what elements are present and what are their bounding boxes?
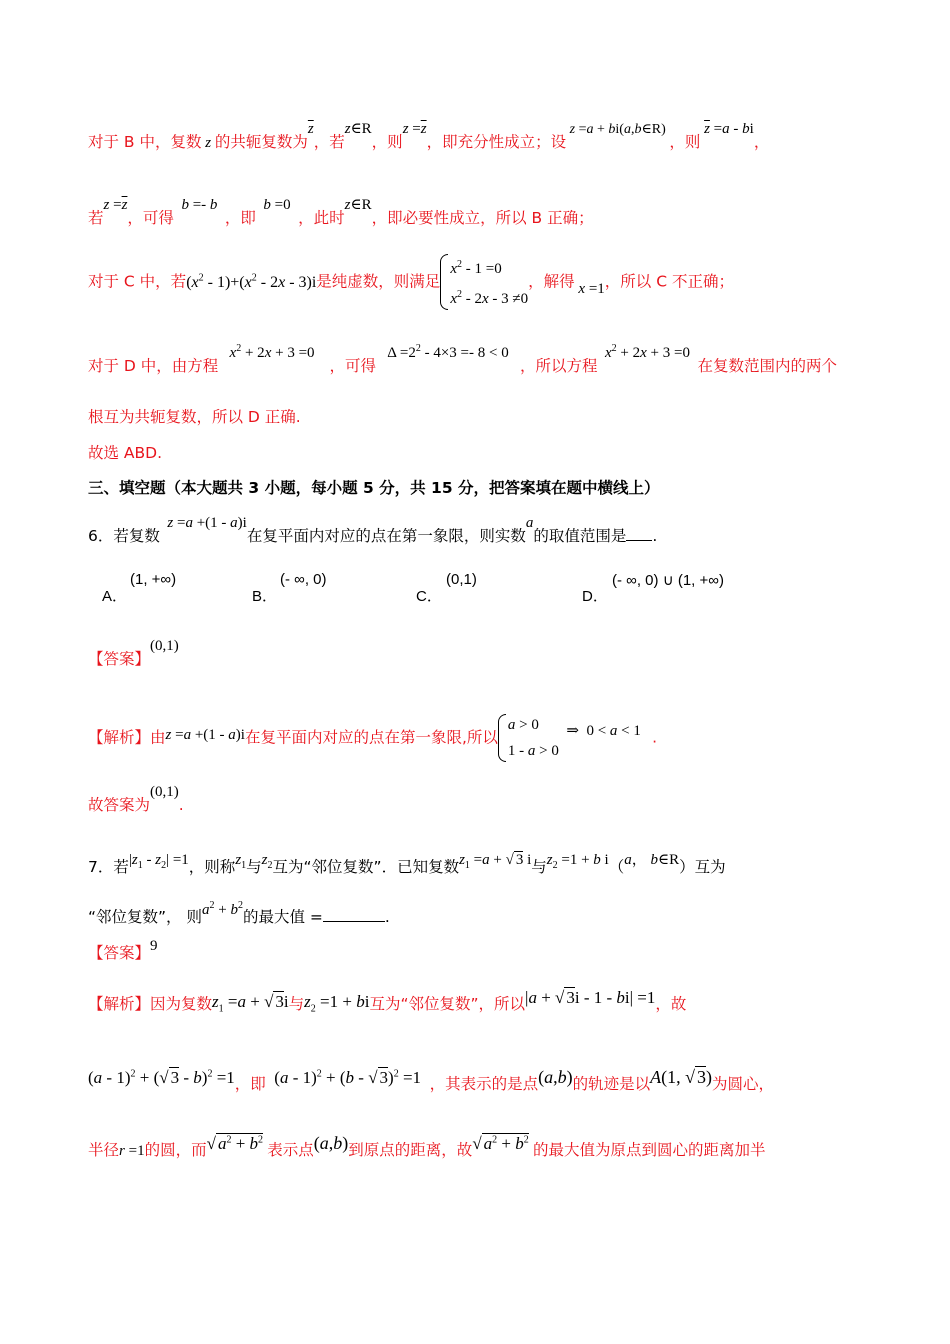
text: 对于 B 中，复数 xyxy=(88,133,202,151)
text: 的取值范围是 xyxy=(533,527,627,545)
inequality-system: a > 0 1 - a > 0 xyxy=(498,712,559,764)
option-label: B． xyxy=(252,588,278,605)
text: 是纯虚数，则满足 xyxy=(316,272,441,291)
text: 在复平面内对应的点在第一象限,所以 xyxy=(244,728,498,747)
analysis-tag: 【解析】 xyxy=(88,995,151,1013)
text: 故选 ABD. xyxy=(88,444,163,462)
answer-tag: 【答案】 xyxy=(88,650,151,668)
equation-system: $x^2 - 1 =0$ $x^2 - 2x - 3 \ne 0$ xyxy=(440,252,528,312)
q6-option-a-value: (1, +∞) xyxy=(130,571,177,588)
text: 的轨迹是以 xyxy=(572,1075,651,1093)
text: 为圆心， xyxy=(711,1075,774,1093)
q6-option-d-value: (- ∞, 0) ∪ (1, +∞) xyxy=(612,572,724,589)
text: ， xyxy=(753,133,770,151)
text: ，若 xyxy=(313,133,345,151)
text: . xyxy=(652,728,658,747)
text: ，此时 xyxy=(298,209,345,227)
q7-stem-line1: 7．若$|z_1 - z_2| =1$，则称$z_1$与$z_2$互为“邻位复数”．已知复数$z_1 =a$ + √ 3 i与$z_2 =1 + b$ i（a， b∈R）互为 xyxy=(88,852,726,876)
option-label: D． xyxy=(582,588,608,605)
text: 三、填空题（本大题共 3 小题，每小题 5 分，共 15 分，把答案填在题中横线上） xyxy=(88,479,660,497)
d-section-line2 xyxy=(88,405,301,427)
q6-option-a xyxy=(102,585,127,606)
q7-analysis-line3: 半径r =1的圆，而√ $a^2 + b^2$ 表示点(a,b)到原点的距离，故√ $a^2 + b^2$ 的最大值为原点到圆心的距离加半 xyxy=(88,1133,766,1159)
q7-analysis-line2: (a - 1)$^2$ + (√ 3 - b)$^2$ =1，即 (a - 1)$^2$ + (b - √ 3)$^2$ =1 ，其表示的是点(a,b)的轨迹是以A(1, √ 3)为圆心， xyxy=(88,1067,774,1093)
text: （ xyxy=(608,858,625,876)
text: 的共轭复数为 xyxy=(214,133,308,151)
text: 对于 C 中，若 xyxy=(88,272,187,291)
text: 互为“邻位复数”，所以 xyxy=(369,995,526,1013)
text: 与 xyxy=(531,858,547,876)
text: ，即必要性成立，所以 B 正确； xyxy=(371,209,594,227)
answer-blank xyxy=(323,907,385,922)
text: 在复数范围内的两个 xyxy=(697,357,837,375)
text: ，解得 xyxy=(528,272,575,291)
answer-value: (0,1) xyxy=(150,784,179,800)
section-header xyxy=(88,476,660,498)
text: ，则称 xyxy=(188,858,236,876)
q6-analysis: 【解析】由z =a +(1 - a)i在复平面内对应的点在第一象限,所以 a > 0 1 - a > 0 ⇒ 0 < a < 1 . xyxy=(88,712,657,764)
text: ，即 xyxy=(234,1075,266,1093)
answer-value: (0,1) xyxy=(150,638,179,654)
text: . xyxy=(178,796,184,814)
text: ，故 xyxy=(655,995,687,1013)
q6-stem: 6．若复数 z =a +(1 - a)i在复平面内对应的点在第一象限，则实数a的取值范围是 . xyxy=(88,515,658,545)
b-section-line2: 若$z =\overline{z}$，可得 b =- b ，即 b =0 ，此时z∈R，即必要性成立，所以 B 正确； xyxy=(88,197,594,227)
text: 7．若 xyxy=(88,858,129,876)
text: 根互为共轭复数，所以 D 正确. xyxy=(88,408,301,426)
text: ，所以 C 不正确； xyxy=(604,272,734,291)
text: ，即 xyxy=(224,209,256,227)
text: 6．若复数 xyxy=(88,527,160,545)
text: 因为复数 xyxy=(150,995,213,1013)
answer-value: 9 xyxy=(150,938,158,954)
text: ，其表示的是点 xyxy=(429,1075,539,1093)
text: 与 xyxy=(288,995,305,1013)
text: ，可得 xyxy=(329,357,377,375)
option-label: C． xyxy=(416,588,442,605)
q6-option-d xyxy=(582,585,608,606)
text: 对于 D 中，由方程 xyxy=(88,357,219,375)
q7-stem-line2: “邻位复数”， 则$a^2 + b^2$的最大值 = . xyxy=(88,900,390,926)
text: 半径 xyxy=(88,1141,120,1159)
analysis-tag: 【解析】 xyxy=(88,728,151,747)
text: ，则 xyxy=(371,133,403,151)
text: . xyxy=(384,908,390,926)
text: 的最大值 = xyxy=(242,908,323,926)
text: ，则 xyxy=(669,133,701,151)
q6-option-b-value: (- ∞, 0) xyxy=(280,571,327,588)
text: 互为“邻位复数”．已知复数 xyxy=(272,858,460,876)
text: 表示点 xyxy=(267,1141,314,1159)
text: ，即充分性成立；设 xyxy=(426,133,567,151)
answer-tag: 【答案】 xyxy=(88,944,151,962)
d-section-line1: 对于 D 中，由方程 $x^2 + 2x + 3 =0$ ，可得 $\Delta =2^2 - 4\times 3 =- 8 < 0$ ，所以方程 $x^2 + 2x + 3 =0$ 在复数范围内的两个 xyxy=(88,343,837,375)
text: 在复平面内对应的点在第一象限，则实数 xyxy=(246,527,526,545)
text: ，可得 xyxy=(127,209,174,227)
text: 若 xyxy=(88,209,104,227)
text: “邻位复数”， 则 xyxy=(88,908,202,926)
text: 的圆，而 xyxy=(144,1141,207,1159)
q7-answer xyxy=(88,938,158,963)
q6-answer xyxy=(88,638,179,669)
text: 的最大值为原点到圆心的距离加半 xyxy=(533,1141,766,1159)
c-section: 对于 C 中，若$(x^2 - 1)+(x^2 - 2x - 3)i$是纯虚数，则满足 $x^2 - 1 =0$ $x^2 - 2x - 3 \ne 0$ ，解得 x =1，所以 C 不正确； xyxy=(88,252,734,312)
text: 与 xyxy=(246,858,262,876)
q6-conclusion xyxy=(88,784,184,815)
b-section-line1: 对于 B 中，复数 z 的共轭复数为$\overline{z}$，若z∈R，则$z =\overline{z}$，即充分性成立；设 z =a + bi(a,b∈R) ，则 $\overline{z} =a$ - bi， xyxy=(88,121,770,151)
option-label: A． xyxy=(102,588,128,605)
q6-option-b xyxy=(252,585,277,606)
conclusion xyxy=(88,441,162,463)
q7-analysis-line1: 【解析】因为复数$z_1 =a$ + √ 3i与$z_2 =1$ + bi互为“邻位复数”，所以|a + √ 3i - 1 - bi| =1，故 xyxy=(88,988,687,1015)
text: 由 xyxy=(150,728,166,747)
q6-option-c xyxy=(416,585,442,606)
text: ，所以方程 xyxy=(519,357,598,375)
text: 到原点的距离，故 xyxy=(348,1141,473,1159)
text: . xyxy=(652,527,658,545)
text: 故答案为 xyxy=(88,796,151,814)
text: ）互为 xyxy=(679,858,726,876)
q6-option-c-value: (0,1) xyxy=(446,571,477,588)
answer-blank xyxy=(626,526,652,541)
